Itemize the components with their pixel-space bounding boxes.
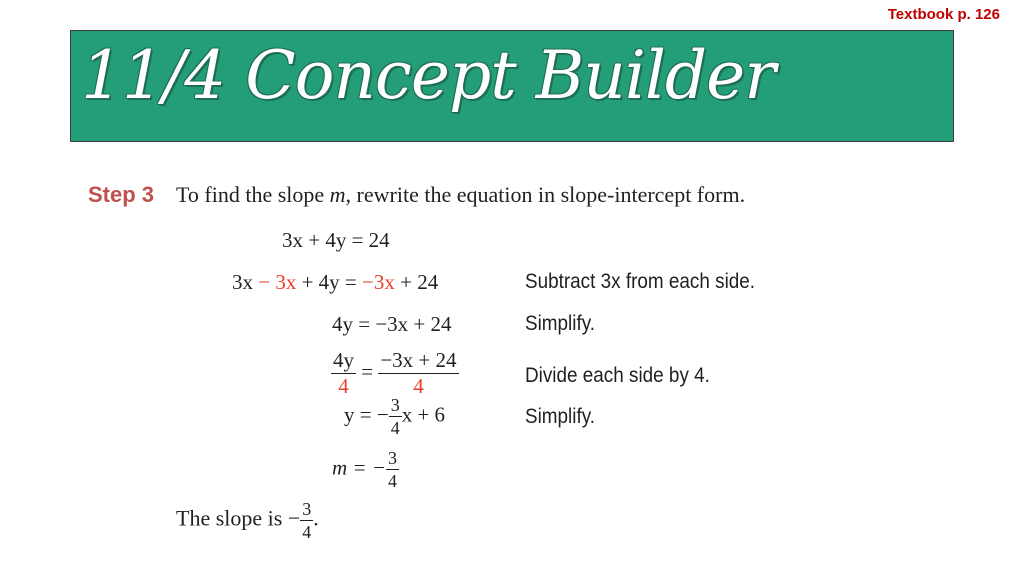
statement-text-after: , rewrite the equation in slope-intercept form. — [345, 182, 746, 207]
note-divide: Divide each side by 4. — [525, 364, 710, 387]
step-label: Step 3 — [88, 182, 155, 207]
rhs-numerator: −3x + 24 — [380, 348, 457, 372]
eq2-subtract-term: − 3x — [253, 270, 297, 294]
conclusion-numerator: 3 — [302, 499, 312, 519]
statement-variable: m — [329, 182, 346, 207]
slope-fraction — [389, 396, 402, 437]
equation-line-6 — [332, 449, 399, 490]
m-denominator: 4 — [388, 471, 398, 491]
textbook-reference: Textbook p. 126 — [887, 6, 1000, 23]
conclusion — [176, 500, 319, 541]
note-simplify-1: Simplify. — [525, 312, 596, 335]
rhs-fraction — [378, 350, 458, 397]
eq2-term-c: + 4y = — [296, 270, 363, 294]
eq4-equals: = — [361, 359, 374, 384]
title-banner — [70, 30, 954, 142]
slope-denominator: 4 — [390, 418, 400, 438]
page-title: 11/4 Concept Builder — [81, 37, 775, 114]
eq2-term-a: 3x — [232, 270, 253, 294]
conclusion-pre: The slope is − — [176, 505, 301, 531]
rhs-denominator: 4 — [413, 374, 424, 398]
lhs-denominator: 4 — [338, 374, 349, 398]
eq6-pre: m = − — [332, 455, 387, 480]
lhs-numerator: 4y — [333, 348, 354, 372]
step-statement — [176, 182, 745, 208]
equation-line-2 — [232, 270, 438, 295]
conclusion-denominator: 4 — [302, 522, 312, 542]
conclusion-fraction — [300, 500, 313, 541]
equation-line-4 — [331, 350, 459, 397]
m-fraction — [386, 449, 399, 490]
note-subtract: Subtract 3x from each side. — [525, 270, 756, 293]
note-simplify-2: Simplify. — [525, 405, 596, 428]
equation-line-1: 3x + 4y = 24 — [282, 228, 390, 252]
lhs-fraction — [331, 350, 356, 397]
m-numerator: 3 — [388, 448, 398, 468]
conclusion-post: . — [313, 505, 319, 531]
slope-numerator: 3 — [390, 395, 400, 415]
eq2-term-e: + 24 — [394, 270, 439, 294]
eq5-pre: y = − — [344, 402, 389, 427]
eq2-subtract-right: −3x — [362, 270, 395, 294]
equation-line-5 — [344, 396, 445, 437]
equation-line-3: 4y = −3x + 24 — [332, 312, 452, 336]
eq5-post: x + 6 — [401, 402, 446, 427]
statement-text-before: To find the slope — [176, 182, 330, 207]
